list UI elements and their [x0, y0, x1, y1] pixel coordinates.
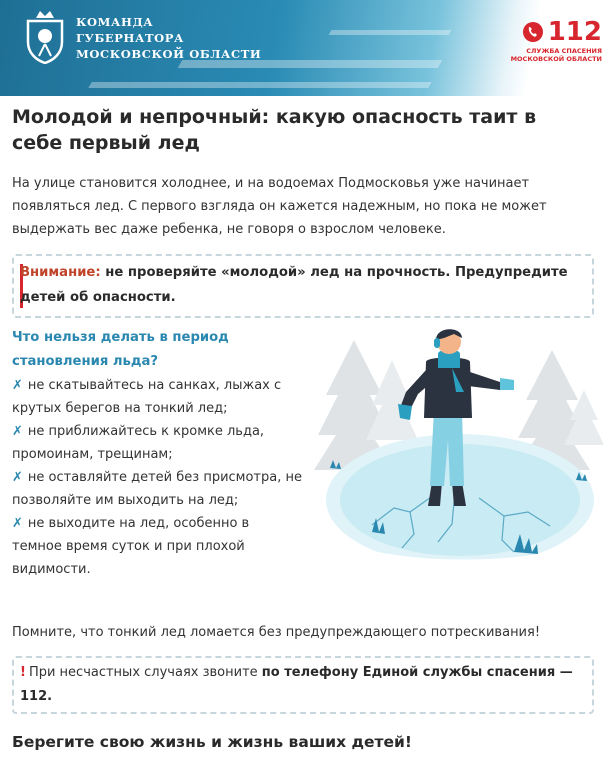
call-text — [20, 661, 580, 709]
header-banner — [0, 0, 614, 96]
cross-icon: ✗ — [12, 470, 23, 485]
coat-of-arms-icon — [22, 8, 68, 64]
list-item-text: не выходите на лед, особенно в темное время суток и при плохой видимости. — [12, 516, 250, 577]
cross-icon: ✗ — [12, 424, 23, 439]
warning-text — [20, 260, 580, 310]
organization-name — [76, 14, 261, 62]
remember-paragraph: Помните, что тонкий лед ломается без предупреждающего потрескивания! — [12, 625, 541, 640]
emergency-call-box — [12, 656, 594, 714]
list-item-text: не оставляйте детей без присмотра, не позволяйте им выходить на лед; — [12, 470, 302, 508]
list-item-text: не скатывайтесь на санках, лыжах с крутых берегов на тонкий лед; — [12, 378, 282, 416]
org-line: КОМАНДА — [76, 15, 154, 29]
closing-line: Берегите свою жизнь и жизнь ваших детей! — [12, 733, 412, 751]
donts-heading: Что нельзя делать в период становления льда? — [12, 330, 229, 369]
phone-icon — [522, 21, 544, 43]
call-phone: по телефону Единой службы спасения — 112. — [20, 665, 573, 704]
warning-body: не проверяйте «молодой» лед на прочность. Предупредите детей об опасности. — [20, 265, 568, 305]
logo-subtitle-line: СЛУЖБА СПАСЕНИЯ — [526, 47, 602, 55]
exclamation-icon: ! — [20, 665, 26, 680]
org-line: ГУБЕРНАТОРА — [76, 31, 184, 45]
list-item — [12, 466, 302, 512]
banner-streak — [88, 82, 431, 88]
warning-lead: Внимание: — [20, 265, 101, 280]
list-item-text: не приближайтесь к кромке льда, промоинам, трещинам; — [12, 424, 265, 462]
cross-icon: ✗ — [12, 516, 23, 531]
list-item — [12, 512, 302, 581]
list-item — [12, 374, 302, 420]
list-item — [12, 420, 302, 466]
banner-streak — [329, 30, 452, 35]
rescue-service-logo — [510, 18, 602, 63]
logo-subtitle-line: МОСКОВСКОЙ ОБЛАСТИ — [510, 55, 602, 63]
thin-ice-illustration — [314, 320, 606, 582]
org-line: МОСКОВСКОЙ ОБЛАСТИ — [76, 47, 262, 61]
call-lead: При несчастных случаях звоните — [28, 665, 258, 680]
donts-list — [12, 374, 302, 581]
article-title: Молодой и непрочный: какую опасность таит в себе первый лед — [12, 106, 537, 154]
warning-box — [12, 254, 594, 318]
intro-paragraph: На улице становится холоднее, и на водоемах Подмосковья уже начинает появляться лед. С первого взгляда он кажется надежным, но пока не может выдержать вес даже ребенка, не говоря о взрослом человеке. — [12, 176, 547, 237]
cross-icon: ✗ — [12, 378, 23, 393]
logo-number: 112 — [547, 17, 602, 47]
